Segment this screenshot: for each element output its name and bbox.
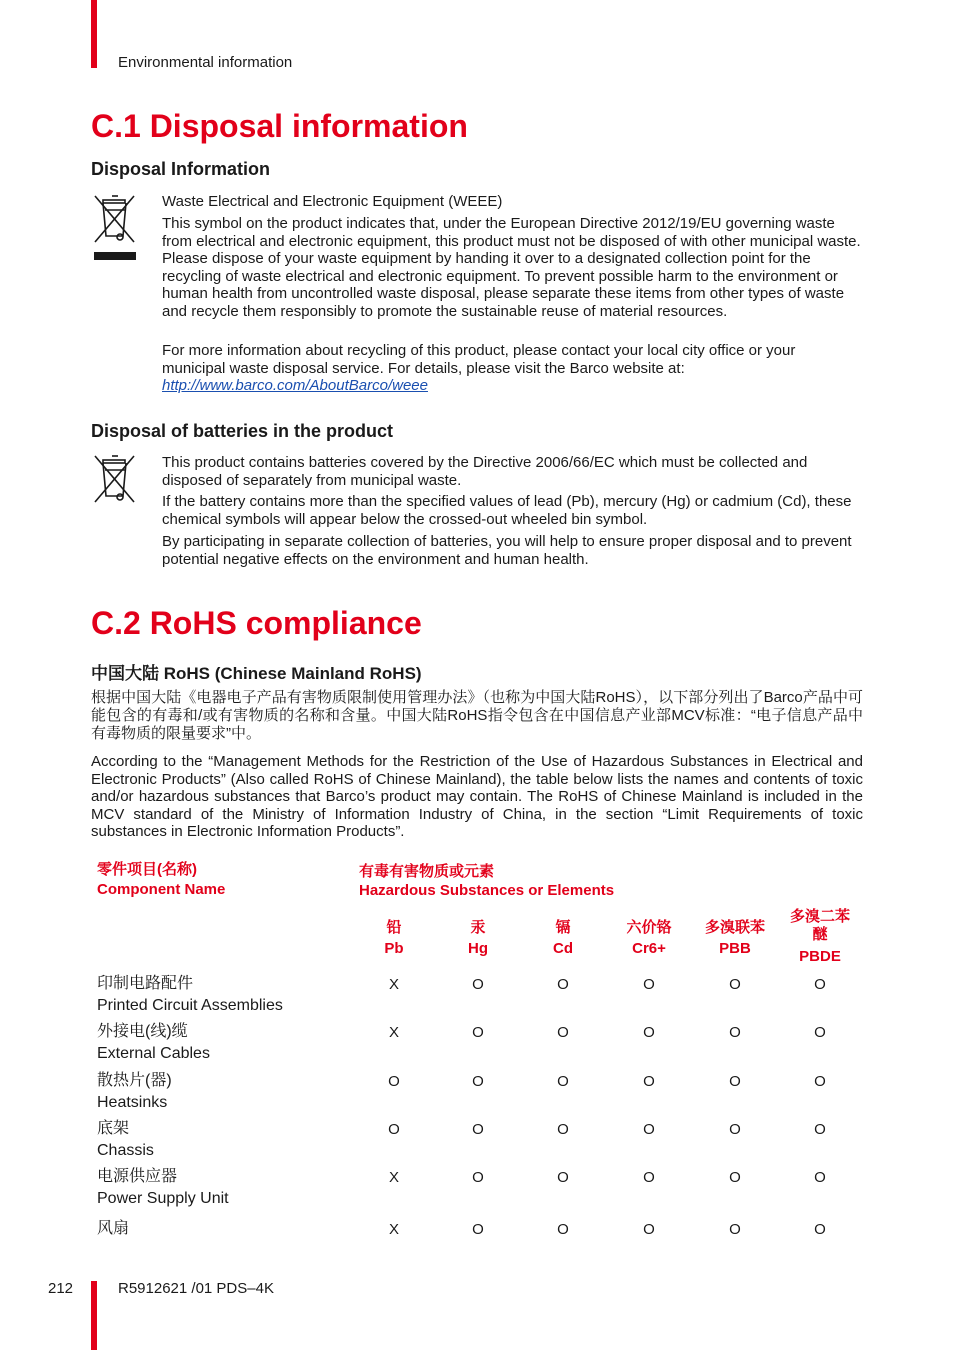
- row-label-cn: 外接电(线)缆: [97, 1023, 188, 1040]
- battery-paragraph-3: By participating in separate collection of batteries, you will help to ensure proper disposal and to prevent potential negative effects on the environment and human health.: [162, 533, 852, 568]
- table-cell: O: [643, 1221, 655, 1238]
- table-cell: O: [729, 976, 741, 993]
- table-cell: O: [557, 1169, 569, 1186]
- column-header-pb: [359, 917, 429, 959]
- table-row-label: [97, 1070, 172, 1114]
- crossed-wheeled-bin-icon: [92, 452, 138, 511]
- table-cell: O: [472, 1221, 484, 1238]
- subsection-title-disposal-information: Disposal Information: [91, 159, 271, 179]
- column-header-pbb: [700, 917, 770, 959]
- table-row-label: [97, 1118, 154, 1162]
- table-cell: X: [388, 1024, 399, 1041]
- subsection-title-chinese-rohs: 中国大陆 RoHS (Chinese Mainland RoHS): [91, 664, 422, 683]
- table-cell: O: [472, 976, 484, 993]
- column-cn: 六价铬: [626, 919, 672, 936]
- row-label-cn: 散热片(器): [97, 1072, 172, 1089]
- rohs-english-text: According to the “Management Methods for the Restriction of the Use of Hazardous Substances in Electrical and Electronic Products” (Also called RoHS of Chinese Mainland), the table below lists the names and contents of toxic and/or hazardous substances that Barco’s product may contain. The RoHS of Chinese Mainland is included in the MCV standard of the Ministry of Information Industry of China, in the section “Limit Requirements of toxic substances in Electronic Information Products”.: [91, 753, 863, 840]
- column-en: PBB: [719, 940, 751, 957]
- table-cell: O: [729, 1024, 741, 1041]
- crossed-wheeled-bin-icon: [92, 192, 138, 267]
- column-cn: 铅: [386, 919, 402, 936]
- table-cell: O: [643, 1169, 655, 1186]
- column-en: Cd: [553, 940, 573, 957]
- column-en: Pb: [384, 940, 404, 957]
- table-cell: O: [814, 1073, 826, 1090]
- barco-weee-link[interactable]: http://www.barco.com/AboutBarco/weee: [162, 377, 428, 394]
- column-header-cr6: [614, 917, 684, 959]
- table-cell: O: [472, 1121, 484, 1138]
- column-cn: 汞: [470, 919, 486, 936]
- table-cell: O: [643, 1073, 655, 1090]
- column-cn: 多溴联苯: [704, 919, 765, 936]
- column-en: PBDE: [799, 948, 841, 965]
- table-cell: O: [557, 1221, 569, 1238]
- table-cell: O: [472, 1169, 484, 1186]
- table-cell: O: [472, 1024, 484, 1041]
- subsection-title-batteries: Disposal of batteries in the product: [91, 421, 394, 441]
- table-cell: O: [814, 1221, 826, 1238]
- battery-paragraph-1: This product contains batteries covered by the Directive 2006/66/EC which must be collected and disposed of separately from municipal waste.: [162, 454, 808, 489]
- table-row-label: [97, 1166, 229, 1210]
- column-cn: 多溴二苯醚: [789, 908, 850, 943]
- hazard-header-en: Hazardous Substances or Elements: [359, 882, 615, 899]
- table-cell: X: [388, 1169, 399, 1186]
- table-cell: X: [388, 976, 399, 993]
- column-header-cd: [528, 917, 598, 959]
- table-cell: O: [729, 1169, 741, 1186]
- column-en: Cr6+: [632, 940, 666, 957]
- table-cell: O: [814, 1121, 826, 1138]
- table-cell: O: [557, 1073, 569, 1090]
- table-cell: O: [557, 1024, 569, 1041]
- page-number: 212: [48, 1280, 74, 1297]
- table-cell: O: [729, 1221, 741, 1238]
- table-cell: O: [643, 1024, 655, 1041]
- column-cn: 镉: [555, 919, 571, 936]
- header-accent-bar: [91, 0, 97, 68]
- footer-accent-bar: [91, 1281, 97, 1350]
- weee-description: This symbol on the product indicates that, under the European Directive 2012/19/EU governing waste from electrical and electronic equipment, this product must not be disposed of with other municipal waste. Please dispose of your waste equipment by handing it over to a designated collection point for the recycling of waste electrical and electronic equipment. To prevent possible harm to the environment or human health from uncontrolled waste disposal, please separate these items from other types of waste and recycle them responsibly to promote the sustainable reuse of material resources.: [162, 215, 861, 320]
- table-cell: O: [814, 976, 826, 993]
- table-cell: O: [388, 1121, 400, 1138]
- row-label-cn: 风扇: [97, 1220, 130, 1237]
- rohs-chinese-text: 根据中国大陆《电器电子产品有害物质限制使用管理办法》（也称为中国大陆RoHS），以下部分列出了Barco产品中可能包含的有毒和/或有害物质的名称和含量。中国大陆RoHS指令包含在中国信息产业部MCV标准：“电子信息产品中有毒物质的限量要求”中。: [91, 689, 863, 742]
- weee-more-info-text: For more information about recycling of this product, please contact your local city office or your municipal waste disposal service. For details, please visit the Barco website at:: [162, 342, 796, 377]
- component-name-cn: 零件项目(名称): [97, 861, 197, 878]
- row-label-en: Heatsinks: [97, 1094, 168, 1111]
- column-en: Hg: [468, 940, 488, 957]
- row-label-en: Chassis: [97, 1142, 154, 1159]
- row-label-en: Printed Circuit Assemblies: [97, 997, 283, 1014]
- weee-title: Waste Electrical and Electronic Equipment (WEEE): [162, 193, 503, 210]
- row-label-en: External Cables: [97, 1045, 210, 1062]
- table-cell: O: [643, 976, 655, 993]
- table-row-label: [97, 1021, 210, 1065]
- table-cell: O: [643, 1121, 655, 1138]
- column-header-hg: [443, 917, 513, 959]
- table-cell: O: [814, 1169, 826, 1186]
- row-label-cn: 底架: [97, 1120, 130, 1137]
- table-cell: O: [729, 1073, 741, 1090]
- weee-more-info: [162, 342, 862, 395]
- battery-paragraph-2: If the battery contains more than the specified values of lead (Pb), mercury (Hg) or cadmium (Cd), these chemical symbols will appear below the crossed-out wheeled bin symbol.: [162, 493, 852, 528]
- table-cell: X: [388, 1221, 399, 1238]
- row-label-cn: 印制电路配件: [97, 975, 194, 992]
- table-row-label: [97, 1218, 129, 1240]
- table-cell: O: [557, 976, 569, 993]
- table-row-label: [97, 973, 283, 1017]
- table-cell: O: [388, 1073, 400, 1090]
- component-name-en: Component Name: [97, 881, 226, 898]
- table-cell: O: [472, 1073, 484, 1090]
- section-title-c2: C.2 RoHS compliance: [91, 605, 422, 641]
- table-cell: O: [729, 1121, 741, 1138]
- column-header-pbde: [785, 908, 855, 966]
- table-cell: O: [814, 1024, 826, 1041]
- row-label-en: Power Supply Unit: [97, 1190, 229, 1207]
- document-id: R5912621 /01 PDS–4K: [118, 1280, 274, 1297]
- running-header: Environmental information: [118, 54, 293, 71]
- section-title-c1: C.1 Disposal information: [91, 108, 468, 144]
- table-cell: O: [557, 1121, 569, 1138]
- row-label-cn: 电源供应器: [97, 1168, 178, 1185]
- hazard-header-cn: 有毒有害物质或元素: [359, 863, 495, 880]
